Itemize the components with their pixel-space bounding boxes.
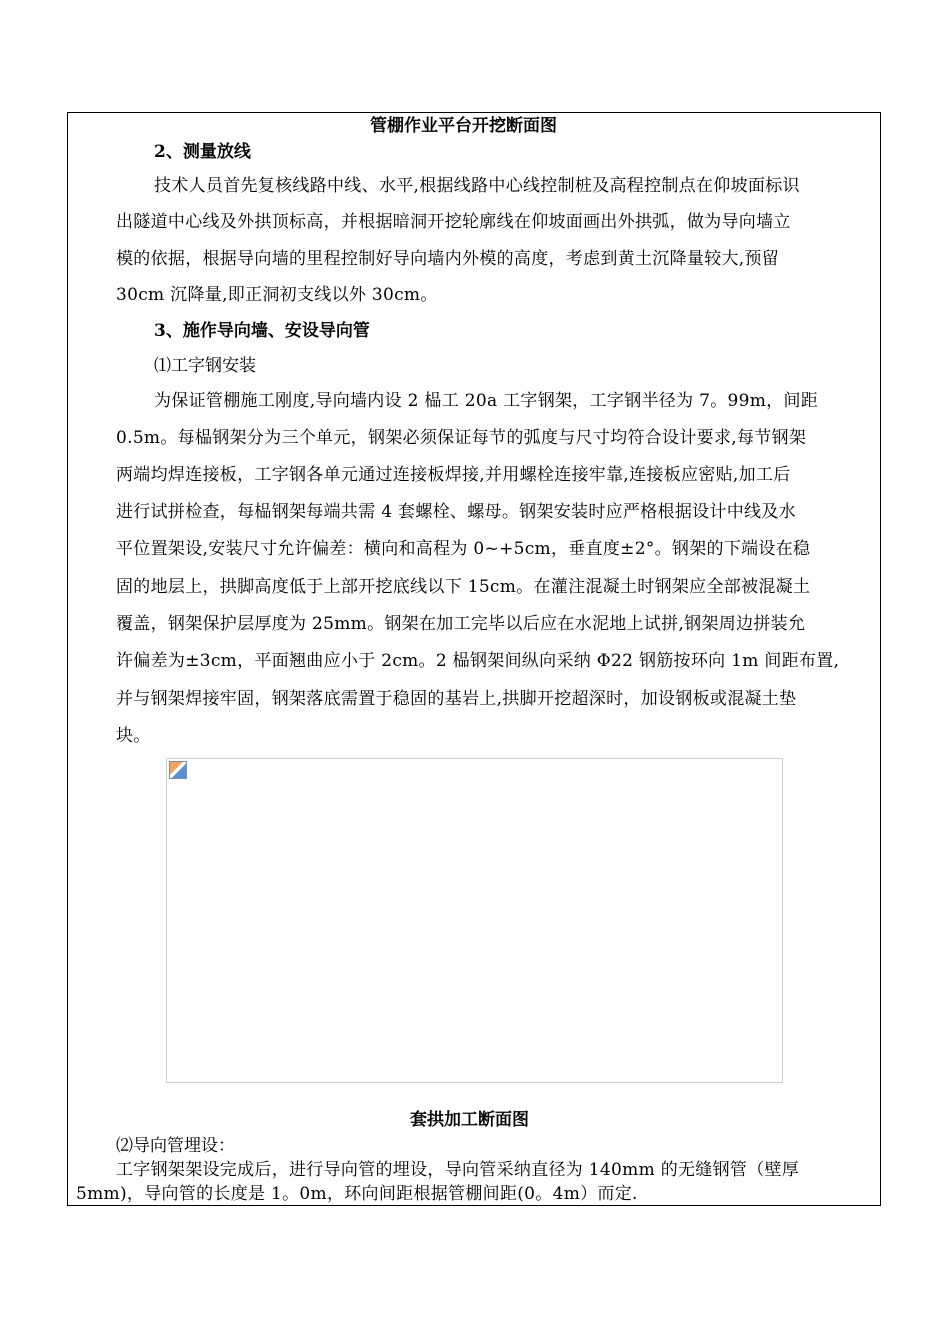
figure-placeholder — [166, 758, 783, 1083]
paragraph-line: 两端均焊连接板，工字钢各单元通过连接板焊接,并用螺栓连接牢靠,连接板应密贴,加工后 — [116, 465, 791, 485]
paragraph-line: 覆盖，钢架保护层厚度为 25mm。钢架在加工完毕以后应在水泥地上试拼,钢架周边拼装允 — [116, 614, 806, 634]
paragraph-line: 固的地层上，拱脚高度低于上部开挖底线以下 15cm。在灌注混凝土时钢架应全部被混凝土 — [116, 577, 811, 597]
paragraph-line: 许偏差为±3cm，平面翘曲应小于 2cm。2 榀钢架间纵向采纳 Φ22 钢筋按环向 1m 间距布置, — [116, 651, 840, 671]
section-heading-2: 2、测量放线 — [154, 142, 251, 162]
paragraph-line: 5mm)，导向管的长度是 1。0m，环向间距根据管棚间距(0。4m）而定. — [76, 1184, 638, 1204]
subsection-heading-2: ⑵导向管埋设： — [116, 1136, 235, 1156]
paragraph-line: 进行试拼检查，每榀钢架每端共需 4 套螺栓、螺母。钢架安装时应严格根据设计中线及水 — [116, 502, 796, 522]
paragraph-line: 30cm 沉降量,即正洞初支线以外 30cm。 — [116, 285, 438, 305]
paragraph-line: 为保证管棚施工刚度,导向墙内设 2 榀工 20a 工字钢架，工字钢半径为 7。99m，间距 — [154, 391, 819, 411]
paragraph-line: 模的依据，根据导向墙的里程控制好导向墙内外模的高度，考虑到黄土沉降量较大,预留 — [116, 249, 780, 269]
paragraph-line: 块。 — [116, 726, 151, 746]
paragraph-line: 出隧道中心线及外拱顶标高，并根据暗洞开挖轮廓线在仰坡面画出外拱弧，做为导向墙立 — [116, 212, 791, 232]
broken-image-icon — [169, 761, 187, 779]
page-title: 管棚作业平台开挖断面图 — [370, 116, 557, 136]
paragraph-line: 技术人员首先复核线路中线、水平,根据线路中心线控制桩及高程控制点在仰坡面标识 — [154, 176, 800, 196]
paragraph-line: 0.5m。每榀钢架分为三个单元，钢架必须保证每节的弧度与尺寸均符合设计要求,每节钢架 — [116, 428, 807, 448]
paragraph-line: 工字钢架架设完成后，进行导向管的埋设，导向管采纳直径为 140mm 的无缝钢管（壁厚 — [116, 1160, 800, 1180]
section-heading-3: 3、施作导向墙、安设导向管 — [154, 321, 370, 341]
figure-caption: 套拱加工断面图 — [410, 1110, 529, 1130]
paragraph-line: 并与钢架焊接牢固，钢架落底需置于稳固的基岩上,拱脚开挖超深时，加设钢板或混凝土垫 — [116, 689, 797, 709]
subsection-heading-1: ⑴工字钢安装 — [154, 356, 256, 376]
paragraph-line: 平位置架设,安装尺寸允许偏差：横向和高程为 0~+5cm，垂直度±2°。钢架的下端设在稳 — [116, 539, 811, 559]
